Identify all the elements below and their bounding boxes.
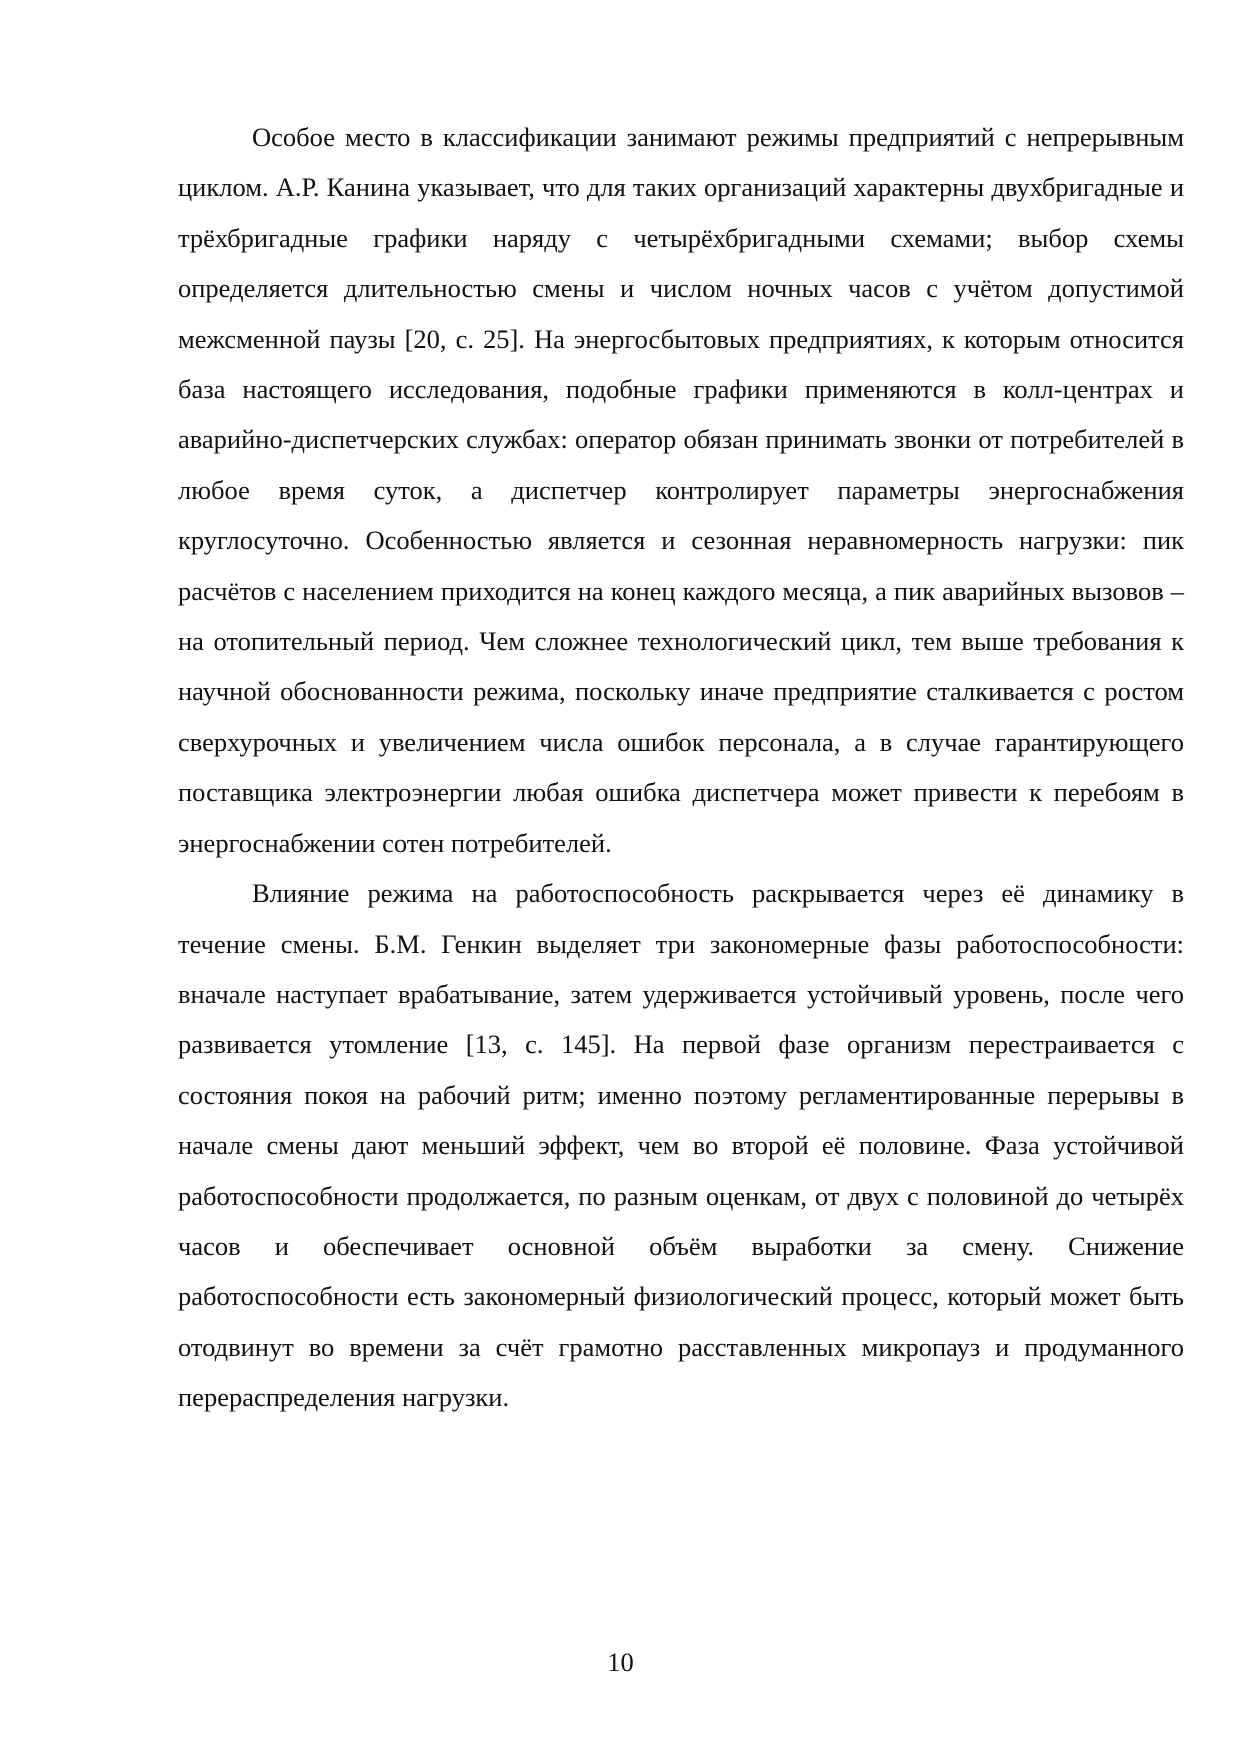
page-number: 10 <box>607 1647 634 1677</box>
paragraph-work-capacity: Влияние режима на работоспособность раскрывается через её динамику в течение смены. Б.М. Генкин выделяет три закономерные фазы работоспособности: вначале наступает врабатывание, затем удерживается устойчивый уровень, после чего развивается утомление [13, с. 145]. На первой фазе организм перестраивается с состояния покоя на рабочий ритм; именно поэтому регламентированные перерывы в начале смены дают меньший эффект, чем во второй её половине. Фаза устойчивой работоспособности продолжается, по разным оценкам, от двух с половиной до четырёх часов и обеспечивает основной объём выработки за смену. Снижение работоспособности есть закономерный физиологический процесс, который может быть отодвинут во времени за счёт грамотно расставленных микропауз и продуманного перераспределения нагрузки. <box>178 878 1184 1413</box>
paragraph-continuous-cycle: Особое место в классификации занимают режимы предприятий с непрерывным циклом. А.Р. Канина указывает, что для таких организаций характерны двухбригадные и трёхбригадные графики наряду с четырёхбригадными схемами; выбор схемы определяется длительностью смены и числом ночных часов с учётом допустимой межсменной паузы [20, с. 25]. На энергосбытовых предприятиях, к которым относится база настоящего исследования, подобные графики применяются в колл-центрах и аварийно-диспетчерских службах: оператор обязан принимать звонки от потребителей в любое время суток, а диспетчер контролирует параметры энергоснабжения круглосуточно. Особенностью является и сезонная неравномерность нагрузки: пик расчётов с населением приходится на конец каждого месяца, а пик аварийных вызовов – на отопительный период. Чем сложнее технологический цикл, тем выше требования к научной обоснованности режима, поскольку иначе предприятие сталкивается с ростом сверхурочных и увеличением числа ошибок персонала, а в случае гарантирующего поставщика электроэнергии любая ошибка диспетчера может привести к перебоям в энергоснабжении сотен потребителей. <box>178 122 1184 858</box>
body-text <box>178 112 1184 1423</box>
